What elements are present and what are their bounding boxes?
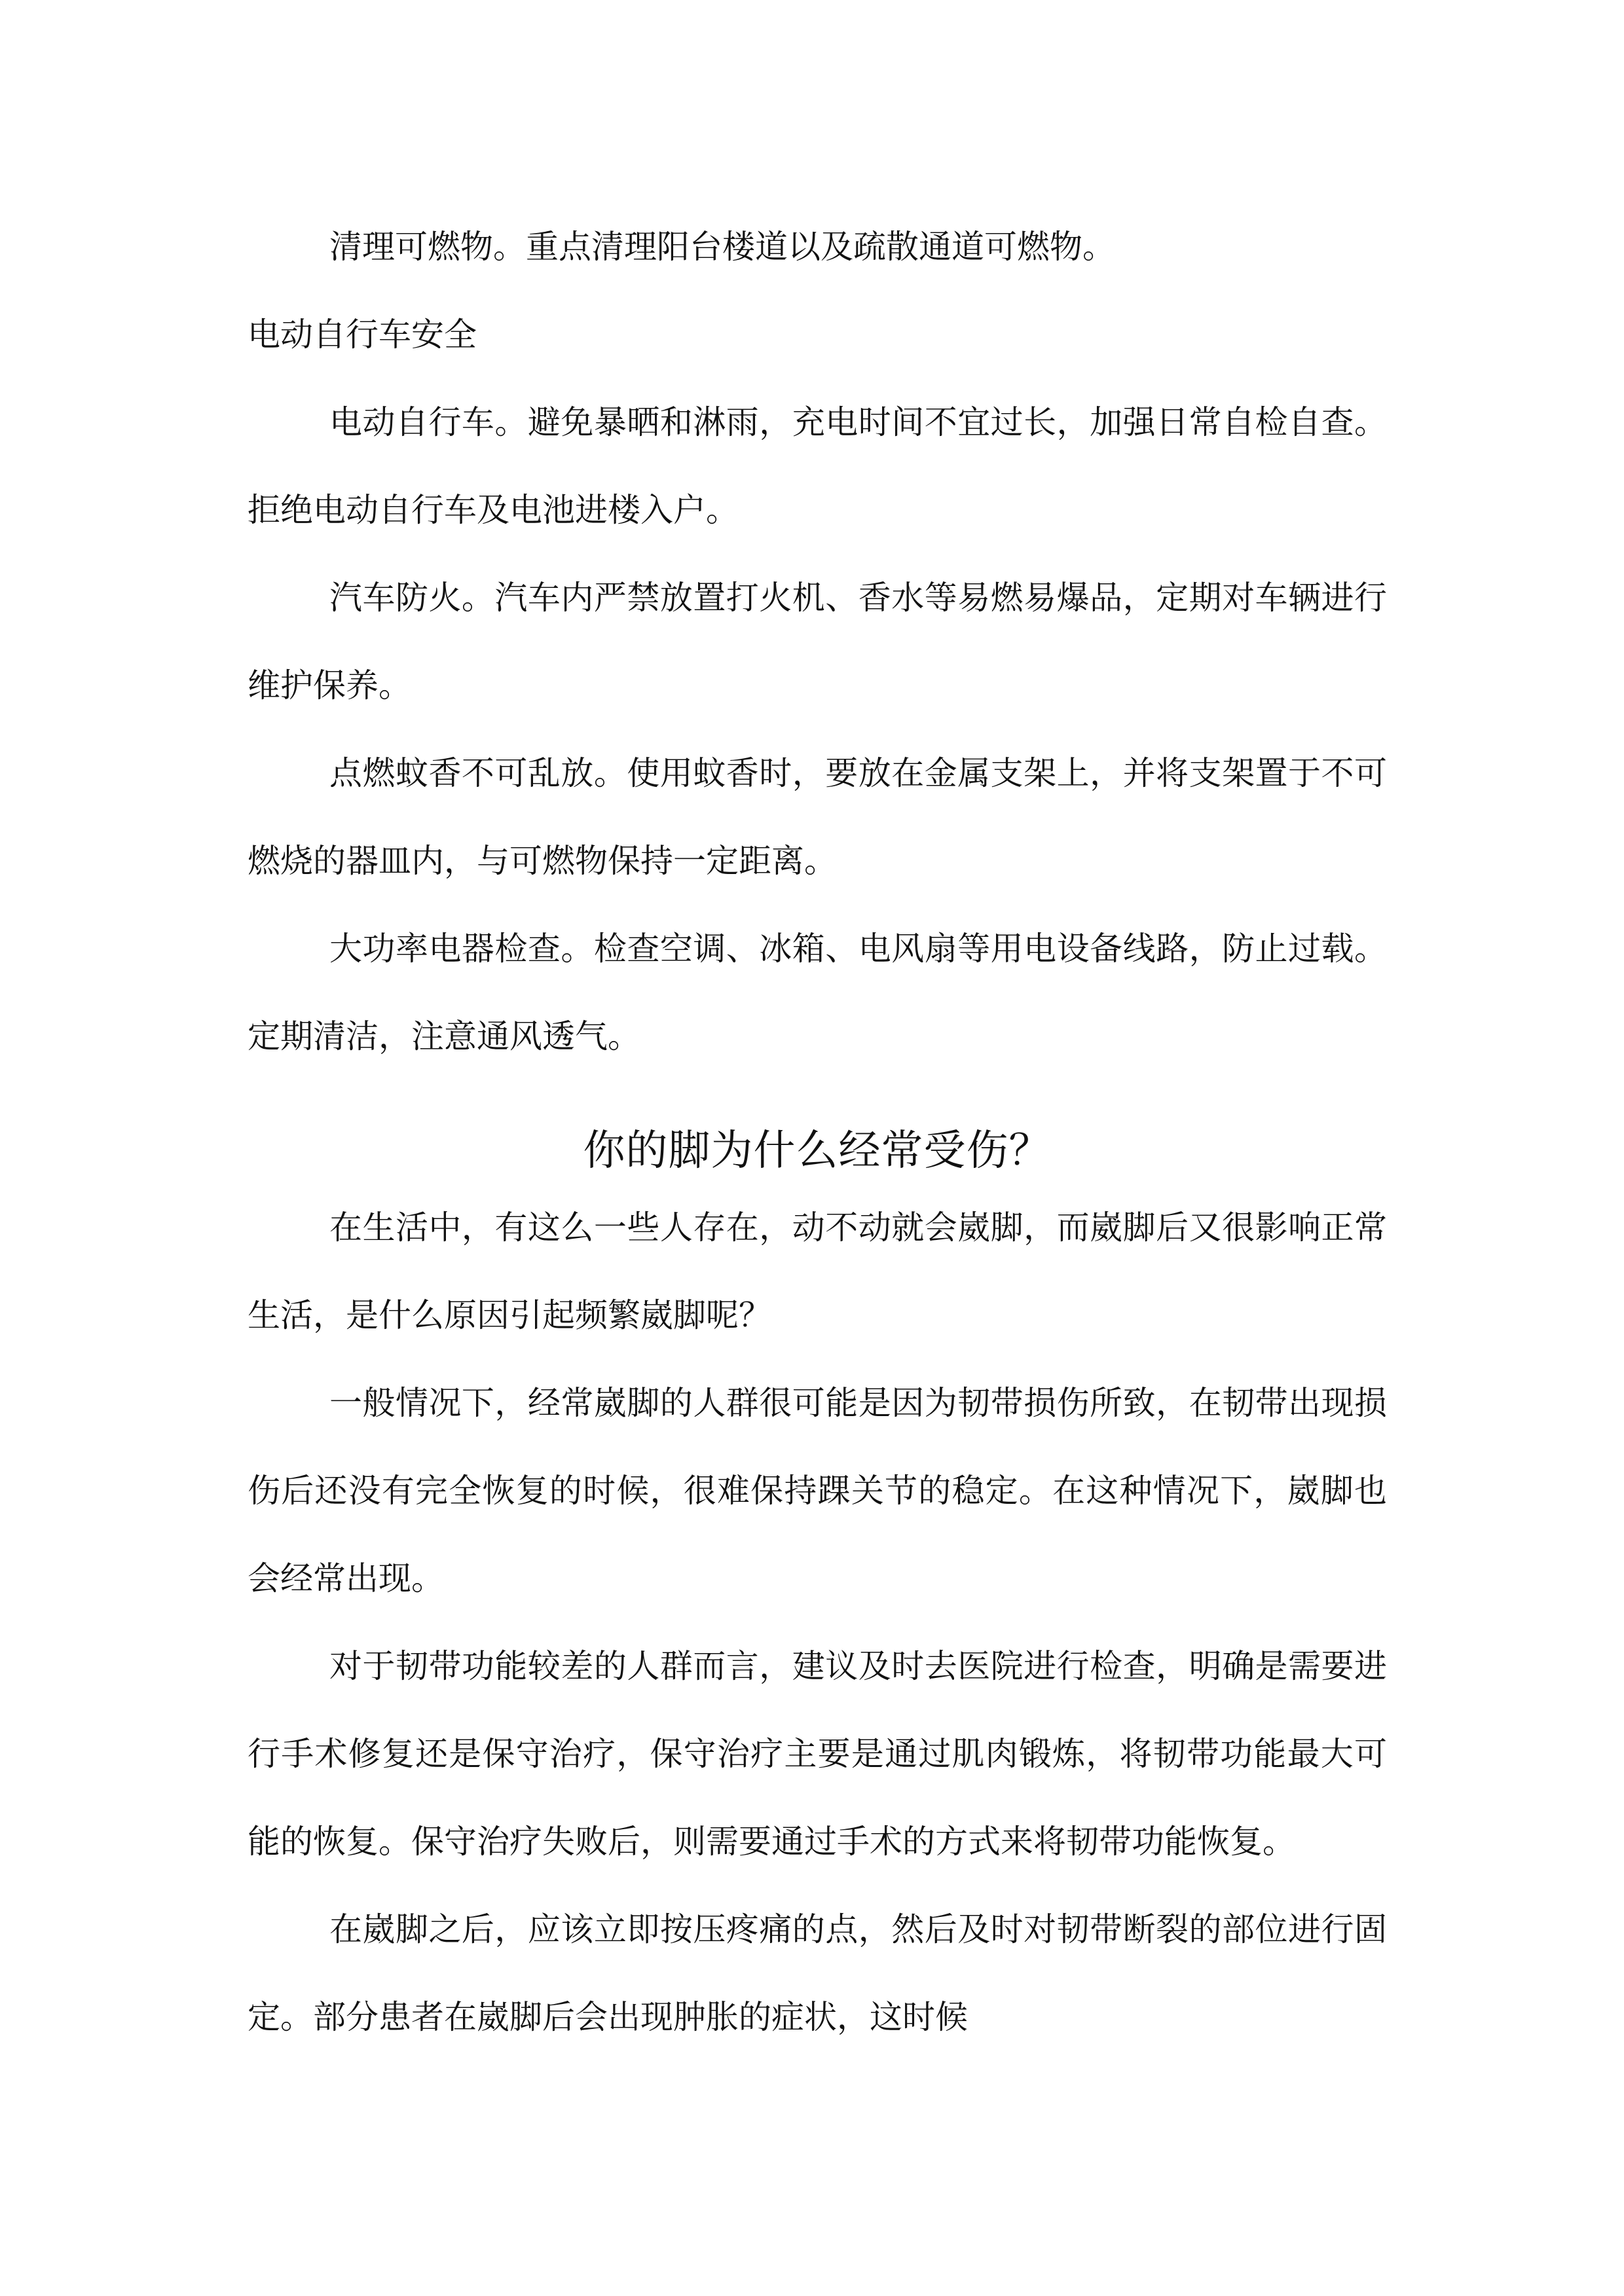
article-title: 你的脚为什么经常受伤？ <box>583 1127 1052 1175</box>
paragraph-clear-combustibles: 清理可燃物。重点清理阳台楼道以及疏散通道可燃物。 <box>329 228 1115 266</box>
paragraph-intro: 在生活中，有这么一些人存在，动不动就会崴脚，而崴脚后又很影响正常生活，是什么原因引起频繁崴脚呢？ <box>248 1209 1387 1334</box>
paragraph-car-fire: 汽车防火。汽车内严禁放置打火机、香水等易燃易爆品，定期对车辆进行维护保养。 <box>248 579 1387 704</box>
paragraph-appliance-check: 大功率电器检查。检查空调、冰箱、电风扇等用电设备线路，防止过载。定期清洁，注意通风透气。 <box>248 930 1387 1055</box>
document-body <box>248 203 1387 2061</box>
paragraph-ebike: 电动自行车。避免暴晒和淋雨，充电时间不宜过长，加强日常自检自查。拒绝电动自行车及电池进楼入户。 <box>248 403 1387 529</box>
paragraph-treatment: 对于韧带功能较差的人群而言，建议及时去医院进行检查，明确是需要进行手术修复还是保守治疗，保守治疗主要是通过肌肉锻炼，将韧带功能最大可能的恢复。保守治疗失败后，则需要通过手术的方式来将韧带功能恢复。 <box>248 1647 1387 1861</box>
paragraph-mosquito-coil: 点燃蚊香不可乱放。使用蚊香时，要放在金属支架上，并将支架置于不可燃烧的器皿内，与可燃物保持一定距离。 <box>248 754 1387 880</box>
paragraph-ligament-cause: 一般情况下，经常崴脚的人群很可能是因为韧带损伤所致，在韧带出现损伤后还没有完全恢复的时候，很难保持踝关节的稳定。在这种情况下，崴脚也会经常出现。 <box>248 1384 1387 1597</box>
subheading-ebike-safety: 电动自行车安全 <box>248 316 477 354</box>
paragraph-first-aid: 在崴脚之后，应该立即按压疼痛的点，然后及时对韧带断裂的部位进行固定。部分患者在崴脚后会出现肿胀的症状，这时候 <box>248 1910 1387 2036</box>
